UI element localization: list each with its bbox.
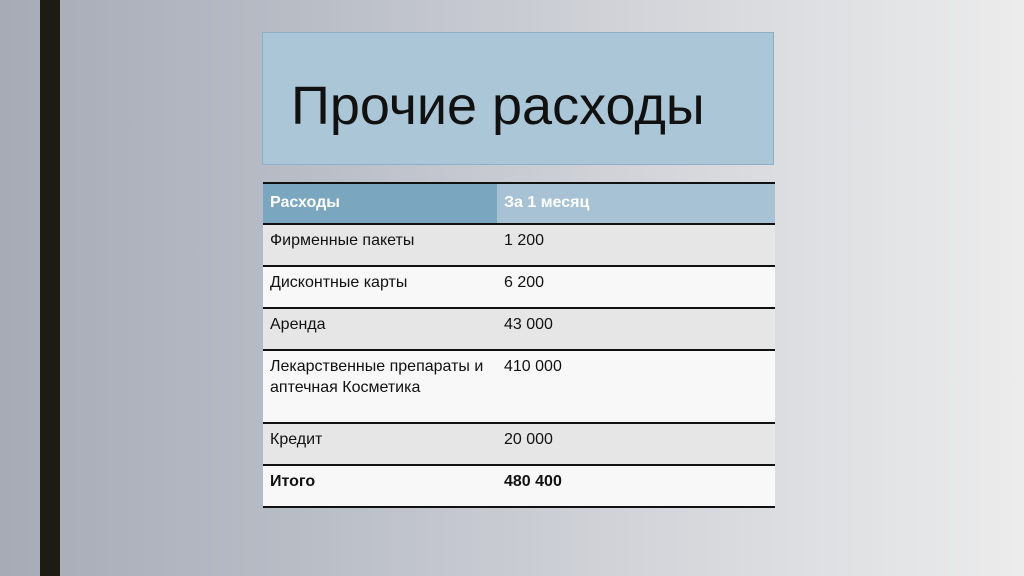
expense-amount: 1 200 [504,232,545,249]
expense-amount: 20 000 [504,431,553,448]
expense-amount: 43 000 [504,316,553,333]
table-row [263,308,775,350]
table-row [263,423,775,465]
expenses-table [263,182,775,508]
total-amount: 480 400 [504,473,562,490]
expense-item: Фирменные пакеты [270,232,415,249]
expense-amount: 410 000 [504,358,562,375]
table-row [263,350,775,423]
column-header-month: За 1 месяц [497,183,775,224]
expense-item: Аренда [270,316,326,333]
expense-item: Дисконтные карты [270,274,408,291]
slide-title: Прочие расходы [291,76,705,136]
expense-amount: 6 200 [504,274,545,291]
total-row [263,465,775,507]
table-row [263,266,775,308]
left-accent-bar [40,0,60,576]
title-box [262,32,774,165]
column-header-expenses: Расходы [263,183,497,224]
total-label: Итого [270,473,316,490]
expense-item: Кредит [270,431,323,448]
expense-item: Лекарственные препараты и аптечная Косметика [270,358,484,396]
table-row [263,224,775,266]
table-header-row [263,183,775,224]
